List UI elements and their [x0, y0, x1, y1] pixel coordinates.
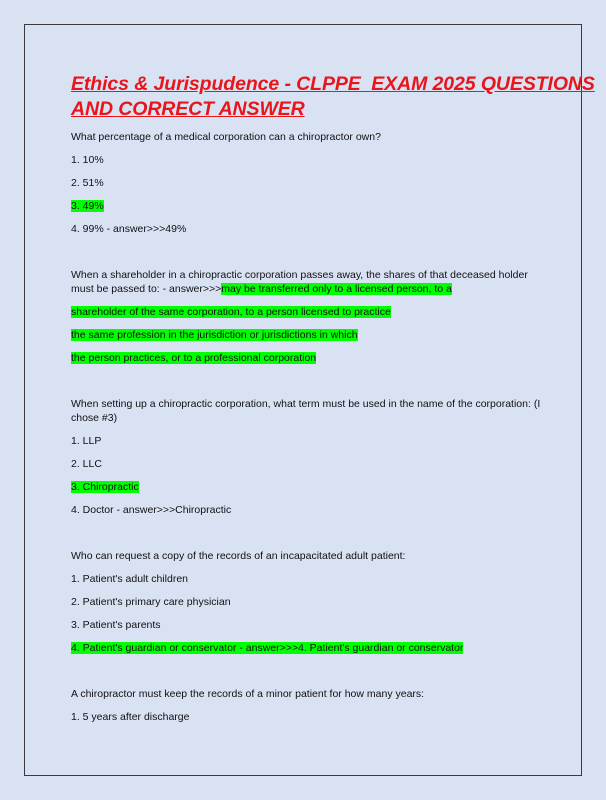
highlighted-answer: 3. Chiropractic [71, 481, 139, 493]
q4-option-4-correct [71, 641, 541, 655]
question-5: A chiropractor must keep the records of a minor patient for how many years: [71, 688, 425, 700]
q2-answer-line-3 [71, 328, 541, 342]
q1-option-2: 2. 51% [71, 177, 104, 189]
q2-answer-line-4 [71, 351, 541, 365]
question-1: What percentage of a medical corporation can a chiropractor own? [71, 131, 381, 143]
q4-option-1: 1. Patient's adult children [71, 573, 188, 585]
question-2-text: When a shareholder in a chiropractic corporation passes away, the shares of that deceased holder must be passed to: - answer>>> [71, 269, 528, 295]
q3-option-4: 4. Doctor - answer>>>Chiropractic [71, 504, 232, 516]
spacer [71, 245, 541, 268]
question-3: When setting up a chiropractic corporation, what term must be used in the name of the corporation: (I chose #3) [71, 398, 541, 424]
highlighted-answer: may be transferred only to a licensed person, to a [221, 283, 452, 295]
highlighted-answer: 3. 49% [71, 200, 104, 212]
highlighted-answer: the person practices, or to a professional corporation [71, 352, 317, 364]
q5-option-1: 1. 5 years after discharge [71, 711, 190, 723]
title-line-1: Ethics & Jurispudence - CLPPE EXAM 2025 QUESTIONS [71, 73, 595, 95]
q1-option-1: 1. 10% [71, 154, 104, 166]
title-line-2: AND CORRECT ANSWER [71, 98, 305, 120]
question-2 [71, 268, 541, 296]
highlighted-answer: 4. Patient's guardian or conservator - answer>>>4. Patient's guardian or conservator [71, 642, 464, 654]
document-title [71, 72, 595, 122]
highlighted-answer: shareholder of the same corporation, to a person licensed to practice [71, 306, 391, 318]
question-4: Who can request a copy of the records of an incapacitated adult patient: [71, 550, 406, 562]
q3-option-1: 1. LLP [71, 435, 102, 447]
highlighted-answer: the same profession in the jurisdiction or jurisdictions in which [71, 329, 358, 341]
q2-answer-line-2 [71, 305, 541, 319]
q1-option-4: 4. 99% - answer>>>49% [71, 223, 187, 235]
spacer [71, 664, 541, 687]
q3-option-3-correct [71, 480, 541, 494]
spacer [71, 374, 541, 397]
spacer [71, 526, 541, 549]
q1-option-3-correct [71, 199, 541, 213]
document-body [71, 72, 595, 733]
q4-option-3: 3. Patient's parents [71, 619, 161, 631]
q3-option-2: 2. LLC [71, 458, 102, 470]
q4-option-2: 2. Patient's primary care physician [71, 596, 231, 608]
